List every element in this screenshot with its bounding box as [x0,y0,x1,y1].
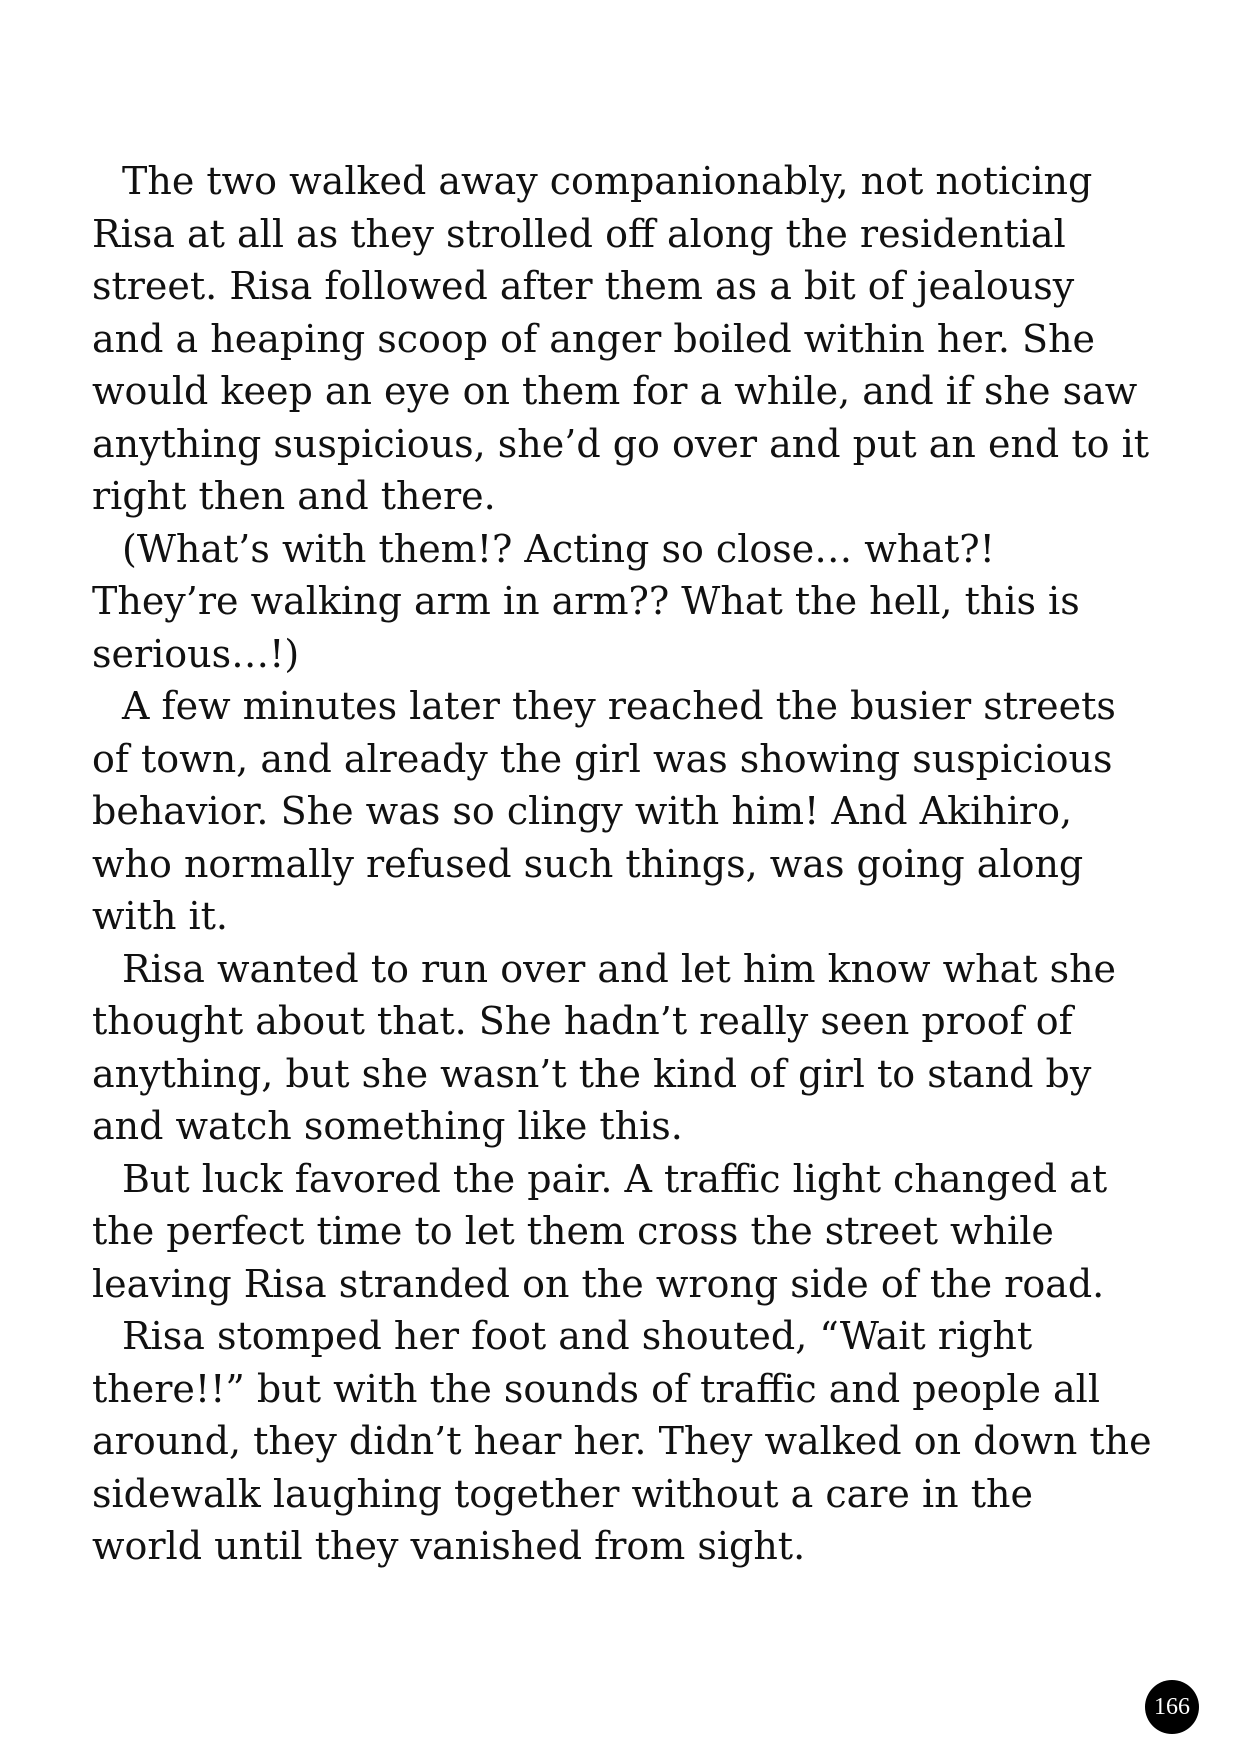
paragraph: But luck favored the pair. A traffic light changed at the perfect time to let them cross the street while leaving Risa stranded on the wrong side of the road. [92,1156,1108,1306]
page-body [92,155,1152,1573]
page-number-badge [1145,1680,1199,1734]
paragraph: (What’s with them!? Acting so close… what?! They’re walking arm in arm?? What the hell, this is serious…!) [92,526,1080,676]
paragraph: Risa wanted to run over and let him know what she thought about that. She hadn’t really seen proof of anything, but she wasn’t the kind of girl to stand by and watch something like this. [92,946,1117,1148]
paragraph: The two walked away companionably, not noticing Risa at all as they strolled off along the residential street. Risa followed after them as a bit of jealousy and a heaping scoop of anger boiled within her. She would keep an eye on them for a while, and if she saw anything suspicious, she’d go over and put an end to it right then and there. [92,159,1149,518]
paragraph: A few minutes later they reached the busier streets of town, and already the girl was showing suspicious behavior. She was so clingy with him! And Akihiro, who normally refused such things, was going along with it. [92,684,1116,938]
page-number: 166 [1154,1693,1190,1720]
paragraph: Risa stomped her foot and shouted, “Wait right there!!” but with the sounds of traffic and people all around, they didn’t hear her. They walked on down the sidewalk laughing together without a care in the world until they vanished from sight. [92,1314,1152,1568]
